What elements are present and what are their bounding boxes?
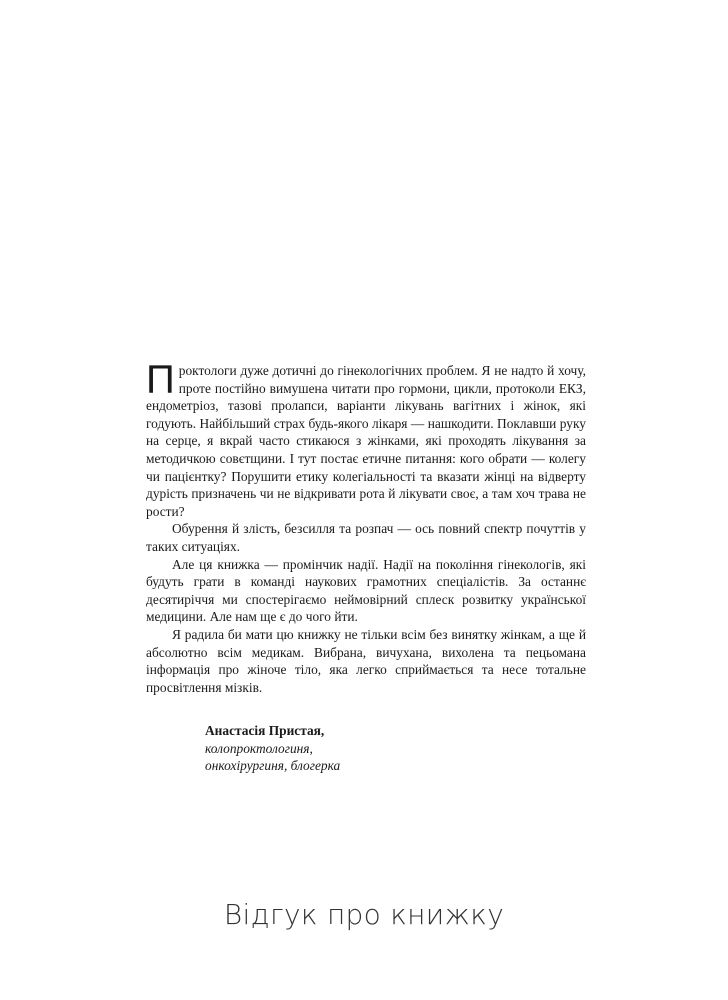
review-paragraph-2: Обурення й злість, безсилля та розпач — ось повний спектр почуттів у таких ситуаціях. (146, 521, 586, 554)
review-text (146, 358, 586, 696)
section-title: Відгук про книжку (223, 898, 505, 931)
drop-cap: П (146, 358, 175, 402)
author-signature (205, 722, 565, 775)
review-paragraph-3: Але ця книжка — промінчик надії. Надії на покоління гінекологів, які будуть грати в команді наукових грамотних спеціалістів. За останнє десятиріччя ми спостерігаємо неймовірний сплеск розвитку української медицини. Але нам ще є до чого йти. (146, 556, 586, 625)
review-paragraph-1-text: роктологи дуже дотичні до гінекологічних проблем. Я не надто й хочу, проте постійно вимушена читати про гормони, цикли, протоколи ЕКЗ, ендометріоз, тазові пролапси, варіанти лікувань вагітних і жінок, які годують. Найбільший страх будь-якого лікаря — нашкодити. Поклавши руку на серце, я вкрай часто стикаюся з жінками, які проходять лікування за методичкою совєтщини. І тут постає етичне питання: кого обрати — колегу чи пацієнтку? Порушити етику колегіальності та вказати жінці на відверту дурість призначень чи не відкривати рота й лікувати своє, а там хоч трава не рости? (146, 363, 586, 519)
review-paragraph-1 (146, 358, 586, 520)
author-name: Анастасія Пристая, (205, 723, 325, 738)
author-role-1: колопроктологиня, (205, 740, 313, 756)
review-paragraph-4: Я радила би мати цю книжку не тільки всім без винятку жінкам, а ще й абсолютно всім медикам. Вибрана, вичухана, вихолена та пецьомана інформація про жіноче тіло, яка легко сприймається та несе тотальне просвітлення мізків. (146, 626, 586, 695)
author-role-2: онкохірургиня, блогерка (205, 758, 341, 774)
